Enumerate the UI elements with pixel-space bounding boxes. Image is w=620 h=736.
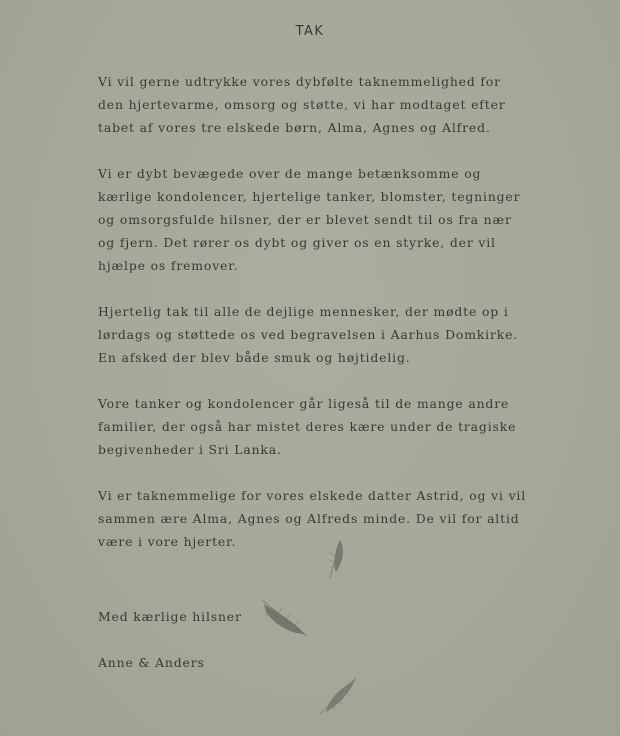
paragraph-5: Vi er taknemmelige for vores elskede datter Astrid, og vi vil sammen ære Alma, Agnes og Alfreds minde. De vil for altid være i vore hjerter.	[98, 488, 527, 549]
paragraph-4: Vore tanker og kondolencer går ligeså til de mange andre familier, der også har mistet deres kære under de tragiske begivenheder i Sri Lanka.	[98, 396, 517, 457]
card-title: TAK	[295, 24, 325, 39]
feather-icon	[262, 600, 306, 636]
paragraph-1: Vi vil gerne udtrykke vores dybfølte taknemmelighed for den hjertevarme, omsorg og støtte, vi har modtaget efter tabet af vores tre elskede børn, Alma, Agnes og Alfred.	[98, 74, 506, 135]
paragraph-2: Vi er dybt bevægede over de mange betænksomme og kærlige kondolencer, hjertelige tanker, blomster, tegninger og omsorgsfulde hilsner, der er blevet sendt til os fra nær og fjern. Det rører os dybt og giver os en styrke, der vil hjælpe os fremover.	[98, 166, 521, 273]
paragraph-3: Hjertelig tak til alle de dejlige mennesker, der mødte op i lørdags og støttede os ved begravelsen i Aarhus Domkirke. En afsked der blev både smuk og højtidelig.	[98, 304, 519, 365]
closing-line: Med kærlige hilsner	[98, 609, 242, 624]
signature-block	[98, 582, 242, 697]
letter-body	[98, 70, 538, 576]
signers-line: Anne & Anders	[98, 655, 205, 670]
feather-icon	[320, 678, 356, 714]
